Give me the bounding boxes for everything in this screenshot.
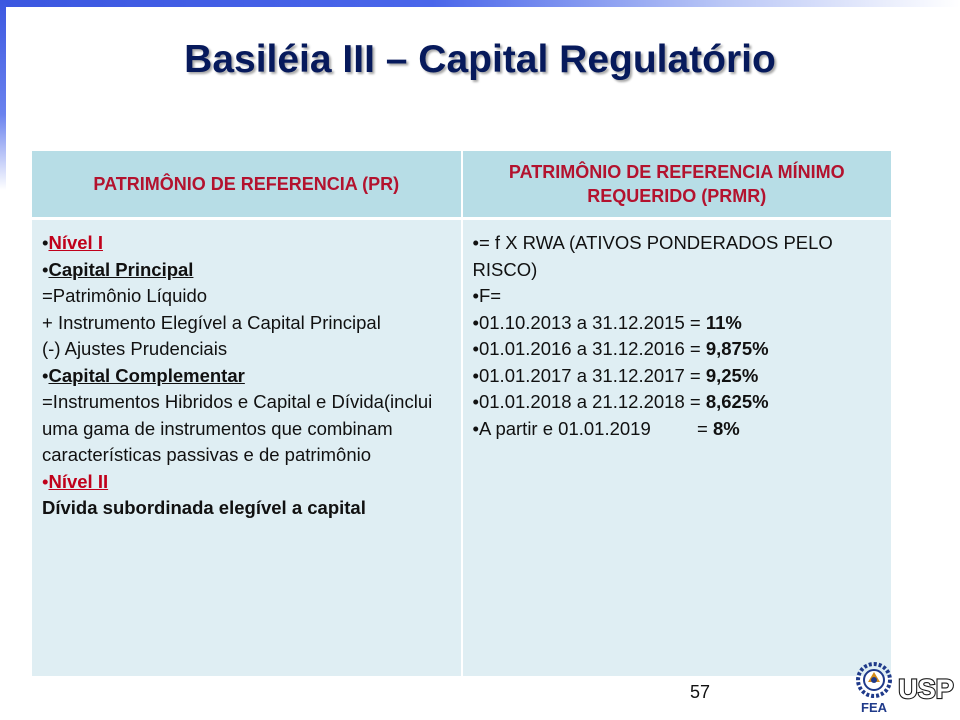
list-item <box>473 416 882 443</box>
bullet-icon: • <box>472 232 479 253</box>
header-prmr: PATRIMÔNIO DE REFERENCIA MÍNIMO REQUERIDO (PRMR) <box>462 151 892 219</box>
bullet-icon: • <box>472 417 479 439</box>
pr-cell <box>32 219 462 677</box>
list-item <box>42 363 451 390</box>
list-item <box>473 363 882 390</box>
capital-table <box>32 151 891 676</box>
page-number: 57 <box>690 682 711 702</box>
list-item <box>473 336 882 363</box>
bullet-icon: • <box>472 338 479 359</box>
usp-logo-text: USP <box>898 674 954 704</box>
bullet-icon: • <box>472 391 479 412</box>
nivel-1-label: Nível I <box>48 232 103 253</box>
instrumentos-hibridos-text: =Instrumentos Hibridos e Capital e Dívida(inclui uma gama de instrumentos que combinam características passivas e de patrimônio <box>42 391 433 465</box>
nivel-2-label: Nível II <box>48 470 109 492</box>
rate-period: 01.01.2017 a 31.12.2017 = <box>478 364 706 386</box>
capital-principal-label: Capital Principal <box>48 258 194 280</box>
list-item <box>473 283 882 310</box>
bullet-icon: • <box>42 232 49 253</box>
rate-value: 8% <box>712 417 740 439</box>
rate-period: 01.01.2018 a 21.12.2018 = <box>478 391 706 412</box>
list-item <box>42 230 451 257</box>
header-pr: PATRIMÔNIO DE REFERENCIA (PR) <box>32 151 462 219</box>
formula-text: = f X RWA (ATIVOS PONDERADOS PELO RISCO) <box>472 232 833 280</box>
bullet-icon: • <box>42 258 49 280</box>
ajustes-text: (-) Ajustes Prudenciais <box>42 338 228 359</box>
list-item <box>42 257 451 284</box>
patrimonio-liquido-text: =Patrimônio Líquido <box>42 285 208 306</box>
bullet-icon: • <box>42 470 49 492</box>
divida-subordinada-text: Dívida subordinada elegível a capital <box>42 497 366 518</box>
slide-title: Basiléia III – Capital Regulatório <box>184 38 776 81</box>
f-label: F= <box>478 285 502 306</box>
bullet-icon: • <box>472 285 479 306</box>
table-row <box>32 219 891 677</box>
bullet-icon: • <box>42 364 49 386</box>
list-item <box>473 310 882 337</box>
bullet-icon: • <box>472 364 479 386</box>
instrumento-text: + Instrumento Elegível a Capital Principal <box>42 311 381 333</box>
usp-logo <box>896 667 956 707</box>
rate-period: 01.01.2016 a 31.12.2016 = <box>478 338 706 359</box>
rate-value: 9,25% <box>705 364 759 386</box>
rate-value: 11% <box>705 311 742 333</box>
list-item <box>42 469 451 496</box>
rate-period: 01.10.2013 a 31.12.2015 = <box>478 311 706 333</box>
rate-value: 9,875% <box>705 338 769 359</box>
fea-logo <box>852 660 896 716</box>
capital-complementar-label: Capital Complementar <box>48 364 245 386</box>
prmr-cell <box>462 219 892 677</box>
fea-logo-text: FEA <box>861 700 887 715</box>
bullet-icon: • <box>472 311 479 333</box>
table-header-row <box>32 151 891 219</box>
top-accent-line <box>0 0 960 7</box>
rate-value: 8,625% <box>705 391 769 412</box>
left-accent-line <box>0 0 6 190</box>
list-item <box>473 389 882 416</box>
list-item <box>473 230 882 283</box>
rate-period: A partir e 01.01.2019 = <box>478 417 713 439</box>
